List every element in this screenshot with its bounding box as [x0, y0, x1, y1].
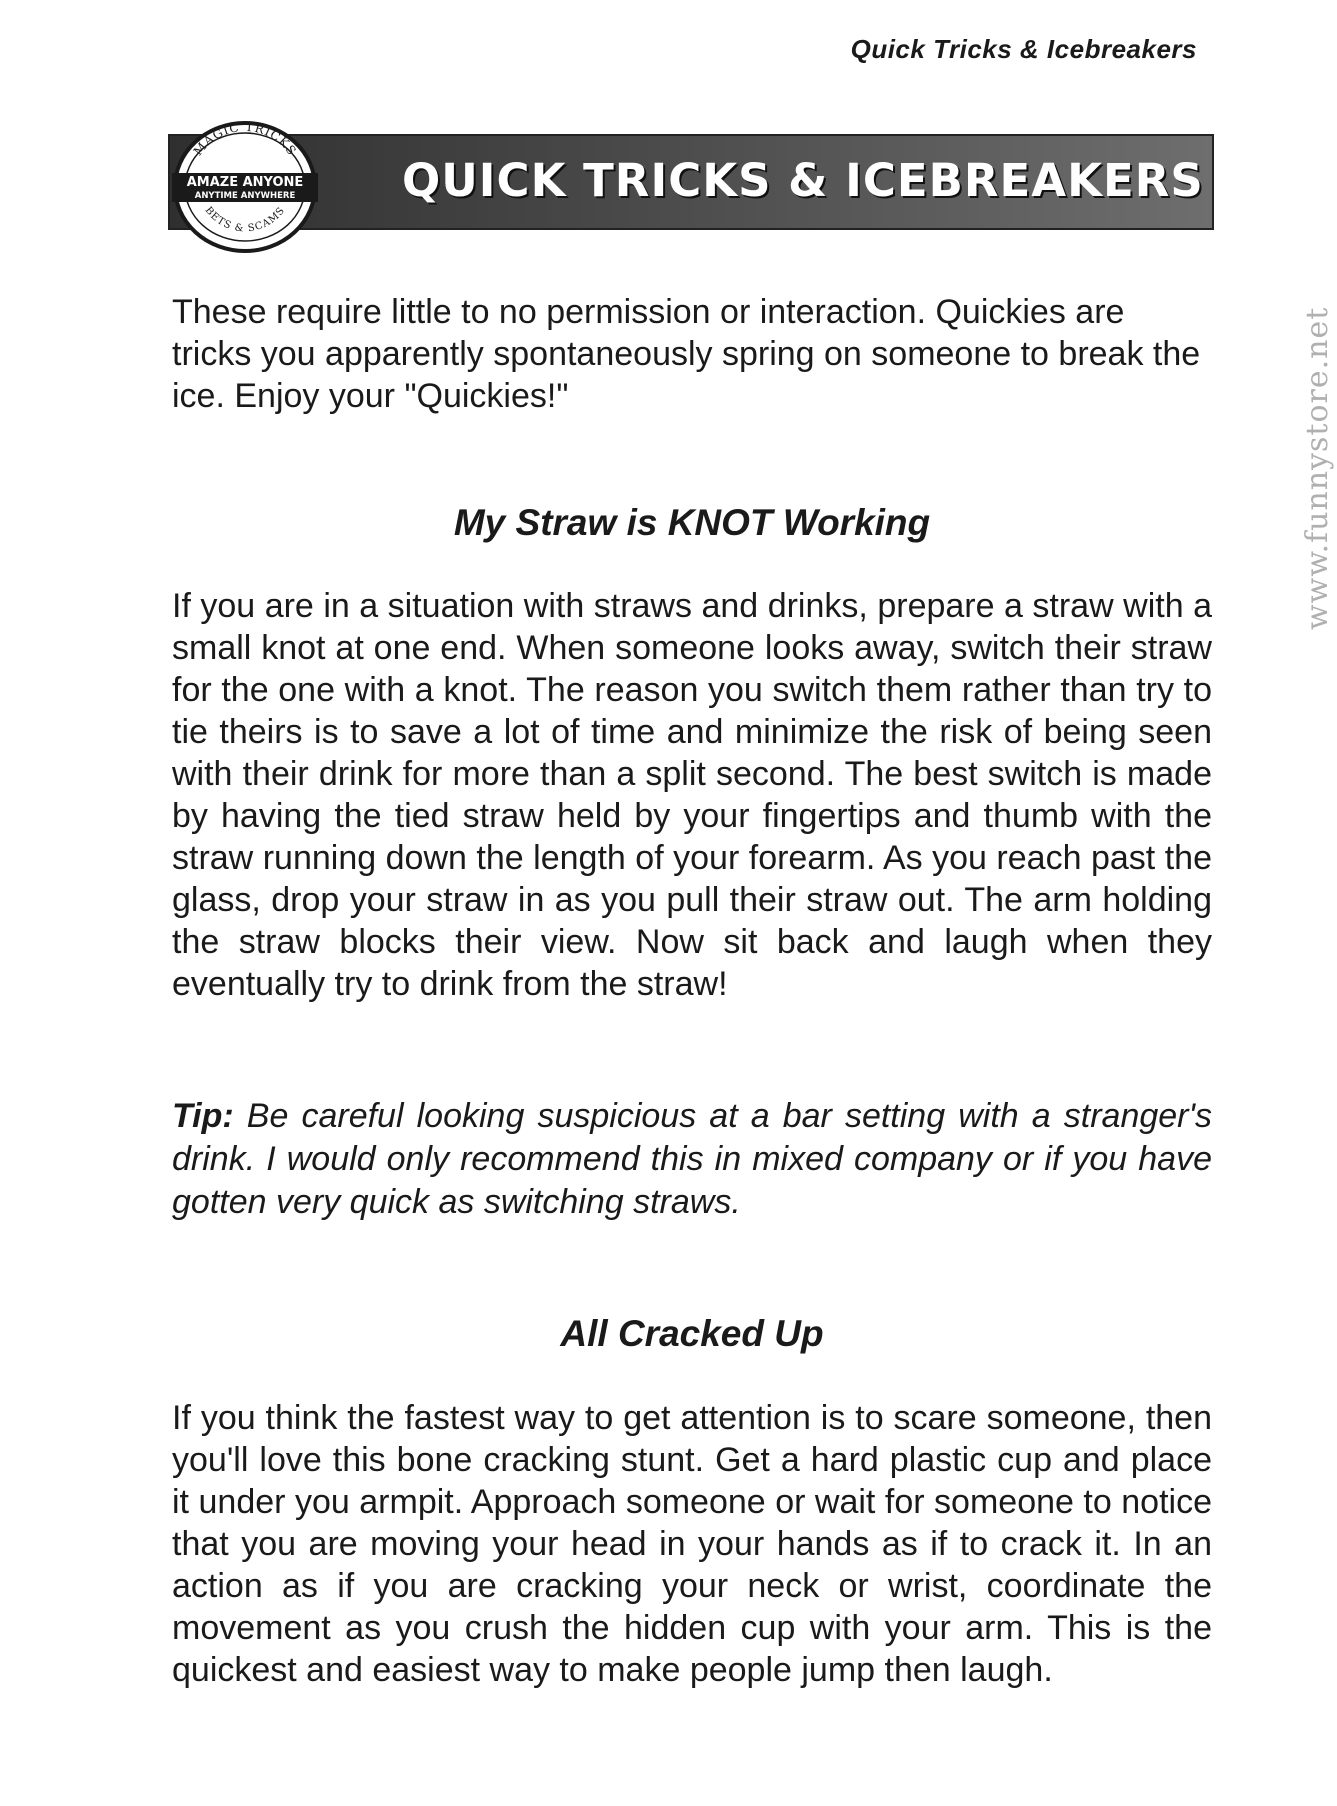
section-title-cracked: All Cracked Up	[560, 1313, 824, 1354]
watermark: www.funnystore.net	[1300, 306, 1335, 630]
tip-paragraph	[172, 1095, 1212, 1224]
chapter-banner	[168, 134, 1214, 230]
section-title-straw: My Straw is KNOT Working	[453, 502, 931, 543]
seal-line-2: ANYTIME ANYWHERE	[194, 191, 296, 201]
chapter-title: QUICK TRICKS & ICEBREAKERS	[402, 154, 1204, 207]
section-body-straw: If you are in a situation with straws and drinks, prepare a straw with a small knot at one end. When someone looks away, switch their straw for the one with a knot. The reason you switch them rather than try to tie theirs is to save a lot of time and minimize the risk of being seen with their drink for more than a split second. The best switch is made by having the tied straw held by your fingertips and thumb with the straw running down the length of your forearm. As you reach past the glass, drop your straw in as you pull their straw out. The arm holding the straw blocks their view. Now sit back and laugh when they eventually try to drink from the straw!	[172, 587, 1212, 1003]
intro-paragraph: These require little to no permission or interaction. Quickies are tricks you apparently spontaneously spring on someone to break the ice. Enjoy your "Quickies!"	[172, 293, 1201, 415]
tip-text: Be careful looking suspicious at a bar setting with a stranger's drink. I would only recommend this in mixed company or if you have gotten very quick as switching straws.	[172, 1097, 1212, 1221]
magic-tricks-seal	[170, 118, 320, 256]
tip-label: Tip:	[172, 1097, 234, 1135]
seal-line-1: AMAZE ANYONE	[186, 175, 304, 190]
section-body-cracked: If you think the fastest way to get attention is to scare someone, then you'll love this bone cracking stunt. Get a hard plastic cup and place it under you armpit. Approach someone or wait for someone to notice that you are moving your head in your hands as if to crack it. In an action as if you are cracking your neck or wrist, coordinate the movement as you crush the hidden cup with your arm. This is the quickest and easiest way to make people jump then laugh.	[172, 1399, 1212, 1689]
running-header: Quick Tricks & Icebreakers	[850, 34, 1197, 64]
seal-graphic	[170, 118, 320, 256]
seal-top-arc: MAGIC TRICKS	[190, 119, 300, 159]
seal-bottom-arc: BETS & SCAMS	[202, 204, 288, 235]
